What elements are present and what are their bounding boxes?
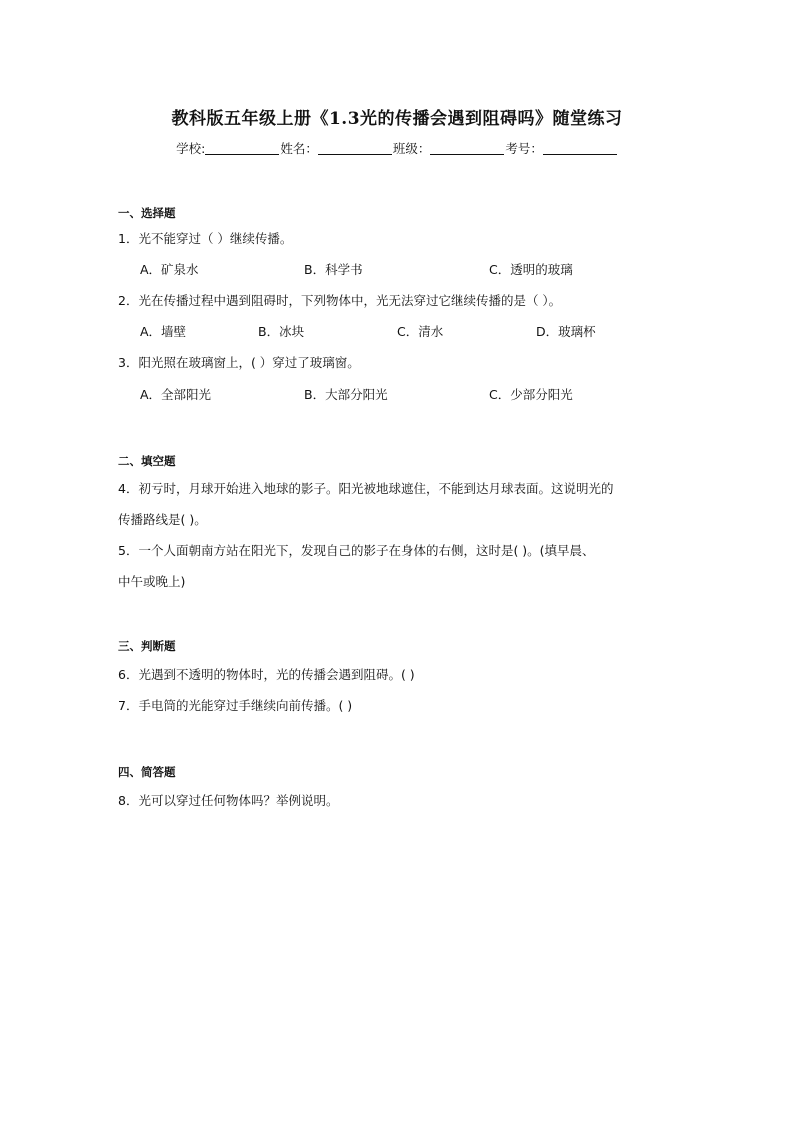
question-1: 1．光不能穿过（ ）继续传播。 — [118, 231, 293, 246]
section-heading-short-answer: 四、简答题 — [118, 765, 176, 779]
question-5-line-2: 中午或晚上) — [118, 574, 186, 589]
student-info-line — [0, 139, 794, 157]
exam-number-label: 考号： — [505, 141, 543, 156]
class-blank[interactable] — [430, 142, 504, 155]
question-2-option-c: C．清水 — [397, 324, 444, 339]
section-heading-choice: 一、选择题 — [118, 206, 176, 220]
question-3: 3．阳光照在玻璃窗上，( ）穿过了玻璃窗。 — [118, 355, 360, 370]
question-2: 2．光在传播过程中遇到阻碍时，下列物体中，光无法穿过它继续传播的是（ ）。 — [118, 293, 562, 308]
question-2-option-b: B．冰块 — [258, 324, 305, 339]
question-2-option-a: A．墙壁 — [140, 324, 187, 339]
class-label: 班级： — [392, 141, 431, 156]
question-4-line-1: 4．初亏时，月球开始进入地球的影子。阳光被地球遮住，不能到达月球表面。这说明光的 — [118, 481, 614, 496]
question-1-option-c: C．透明的玻璃 — [489, 262, 573, 277]
name-blank[interactable] — [318, 142, 392, 155]
question-3-option-a: A．全部阳光 — [140, 387, 212, 402]
exam-number-blank[interactable] — [543, 142, 617, 155]
question-3-option-b: B．大部分阳光 — [304, 387, 388, 402]
question-2-option-d: D．玻璃杯 — [536, 324, 596, 339]
page-title: 教科版五年级上册《1.3光的传播会遇到阻碍吗》随堂练习 — [171, 109, 623, 129]
question-5-line-1: 5．一个人面朝南方站在阳光下，发现自己的影子在身体的右侧，这时是( )。(填早晨、 — [118, 543, 595, 558]
question-1-option-b: B．科学书 — [304, 262, 363, 277]
section-heading-fill-blank: 二、填空题 — [118, 454, 176, 468]
question-4-line-2: 传播路线是( )。 — [118, 512, 207, 527]
question-1-option-a: A．矿泉水 — [140, 262, 199, 277]
question-3-option-c: C．少部分阳光 — [489, 387, 573, 402]
question-6: 6．光遇到不透明的物体时，光的传播会遇到阻碍。( ) — [118, 667, 415, 682]
question-8: 8．光可以穿过任何物体吗？举例说明。 — [118, 793, 339, 808]
question-7: 7．手电筒的光能穿过手继续向前传播。( ) — [118, 698, 353, 713]
school-blank[interactable] — [205, 142, 279, 155]
section-heading-true-false: 三、判断题 — [118, 639, 176, 653]
name-label: 姓名： — [280, 141, 318, 156]
school-label: 学校: — [176, 141, 206, 156]
